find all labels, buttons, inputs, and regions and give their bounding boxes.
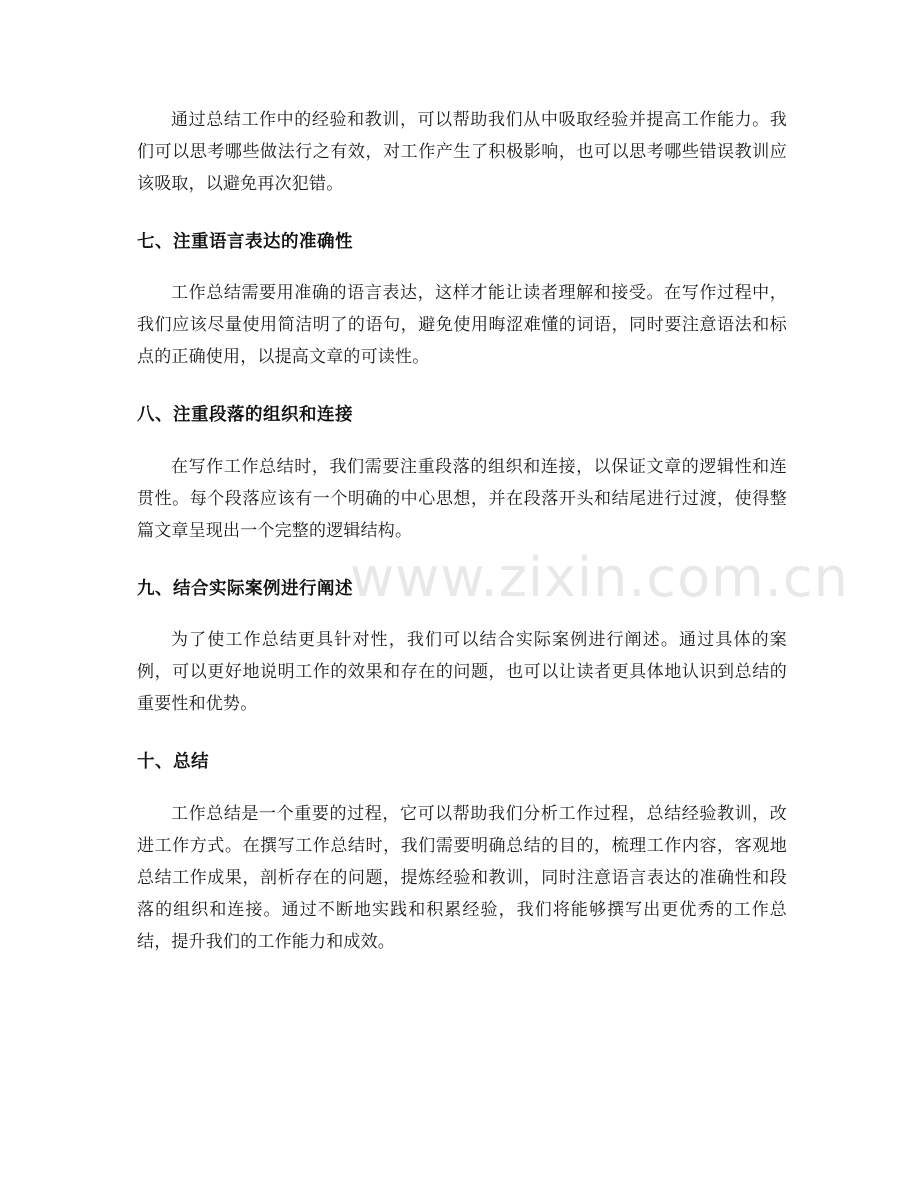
- watermark: www.zixin.com.cn: [350, 546, 849, 609]
- intro-paragraph: 通过总结工作中的经验和教训，可以帮助我们从中吸取经验并提高工作能力。我们可以思考哪些做法行之有效，对工作产生了积极影响，也可以思考哪些错误教训应该吸取，以避免再次犯错。: [137, 110, 787, 194]
- section-heading-10: 十、总结: [137, 752, 209, 772]
- section-paragraph-7: 工作总结需要用准确的语言表达，这样才能让读者理解和接受。在写作过程中，我们应该尽量使用简洁明了的语句，避免使用晦涩难懂的词语，同时要注意语法和标点的正确使用，以提高文章的可读性。: [137, 283, 787, 367]
- section-heading-7: 七、注重语言表达的准确性: [137, 232, 353, 252]
- section-paragraph-10: 工作总结是一个重要的过程，它可以帮助我们分析工作过程，总结经验教训，改进工作方式。在撰写工作总结时，我们需要明确总结的目的，梳理工作内容，客观地总结工作成果，剖析存在的问题，提炼经验和教训，同时注意语言表达的准确性和段落的组织和连接。通过不断地实践和积累经验，我们将能够撰写出更优秀的工作总结，提升我们的工作能力和成效。: [137, 804, 787, 952]
- section-paragraph-9: 为了使工作总结更具针对性，我们可以结合实际案例进行阐述。通过具体的案例，可以更好地说明工作的效果和存在的问题，也可以让读者更具体地认识到总结的重要性和优势。: [137, 630, 787, 714]
- section-paragraph-8: 在写作工作总结时，我们需要注重段落的组织和连接，以保证文章的逻辑性和连贯性。每个段落应该有一个明确的中心思想，并在段落开头和结尾进行过渡，使得整篇文章呈现出一个完整的逻辑结构。: [137, 457, 787, 541]
- section-heading-8: 八、注重段落的组织和连接: [137, 405, 353, 425]
- section-heading-9: 九、结合实际案例进行阐述: [137, 579, 353, 599]
